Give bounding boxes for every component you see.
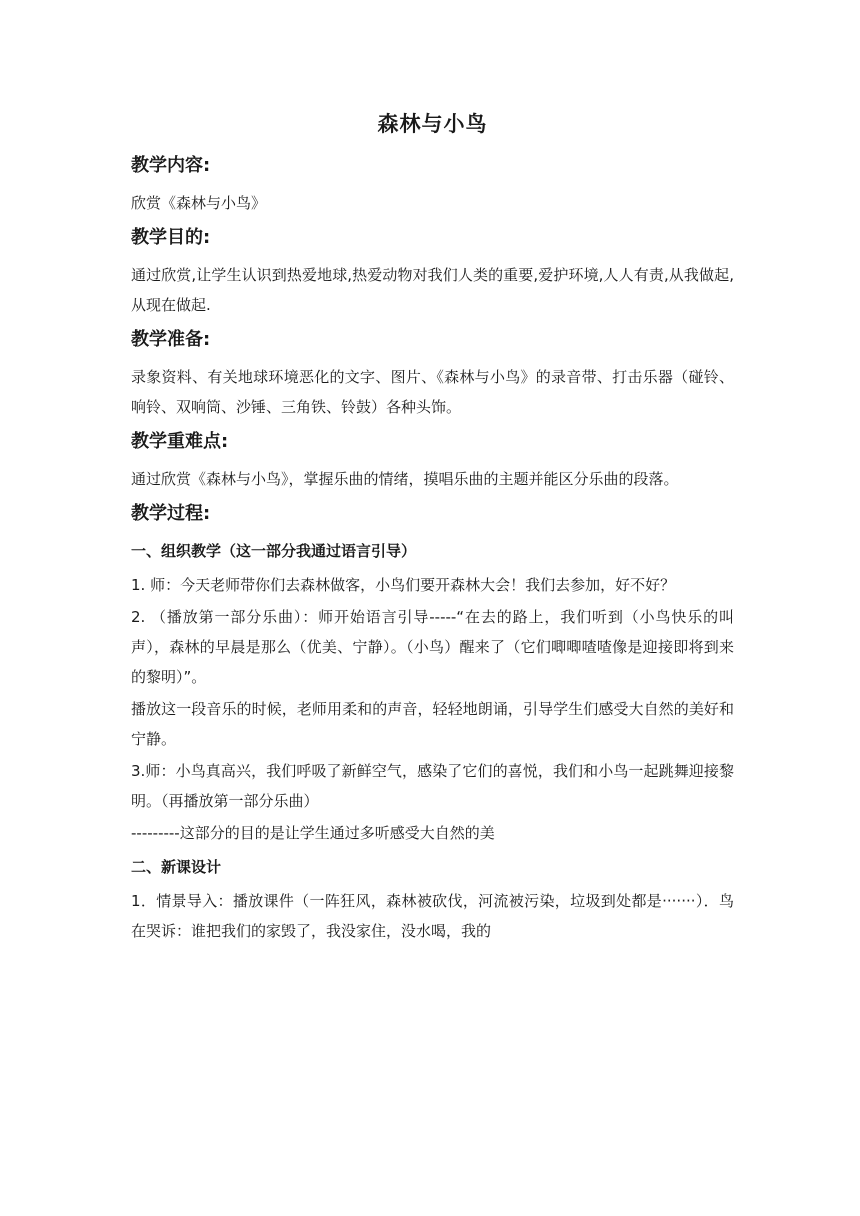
document-title: 森林与小鸟 (377, 112, 488, 136)
paragraph-part1-4: 3.师：小鸟真高兴，我们呼吸了新鲜空气，感染了它们的喜悦，我们和小鸟一起跳舞迎接黎明。（再播放第一部分乐曲） (131, 762, 734, 810)
paragraph-part1-2: 2. （播放第一部分乐曲）：师开始语言引导-----“在去的路上，我们听到（小鸟快乐的叫声），森林的早晨是那么（优美、宁静）。（小鸟）醒来了（它们唧唧喳喳像是迎接即将到来的黎明）”。 (131, 608, 734, 686)
paragraph-part1-1: 1. 师：今天老师带你们去森林做客，小鸟们要开森林大会！我们去参加，好不好？ (131, 576, 676, 594)
heading-part1: 一、组织教学（这一部分我通过语言引导） (131, 542, 417, 560)
heading-process: 教学过程: (131, 503, 211, 524)
paragraph-part1-5: ---------这部分的目的是让学生通过多听感受大自然的美 (131, 824, 495, 842)
heading-part2: 二、新课设计 (131, 858, 222, 876)
heading-key-points: 教学重难点: (131, 431, 229, 452)
paragraph-key-points: 通过欣赏《森林与小鸟》，掌握乐曲的情绪，摸唱乐曲的主题并能区分乐曲的段落。 (131, 470, 679, 488)
heading-objectives: 教学目的: (131, 227, 211, 248)
heading-content: 教学内容: (131, 155, 211, 176)
paragraph-part1-3: 播放这一段音乐的时候，老师用柔和的声音，轻轻地朗诵，引导学生们感受大自然的美好和宁静。 (131, 700, 734, 748)
paragraph-objectives: 通过欣赏,让学生认识到热爱地球,热爱动物对我们人类的重要,爱护环境,人人有责,从我做起,从现在做起. (131, 266, 734, 314)
paragraph-content: 欣赏《森林与小鸟》 (131, 194, 267, 212)
paragraph-part2-1: 1．情景导入：播放课件（一阵狂风，森林被砍伐，河流被污染，垃圾到处都是·······）．鸟在哭诉：谁把我们的家毁了，我没家住，没水喝，我的 (131, 892, 734, 940)
heading-preparation: 教学准备: (131, 329, 211, 350)
paragraph-preparation: 录象资料、有关地球环境恶化的文字、图片、《森林与小鸟》的录音带、打击乐器（碰铃、响铃、双响筒、沙锤、三角铁、铃鼓）各种头饰。 (131, 368, 734, 416)
